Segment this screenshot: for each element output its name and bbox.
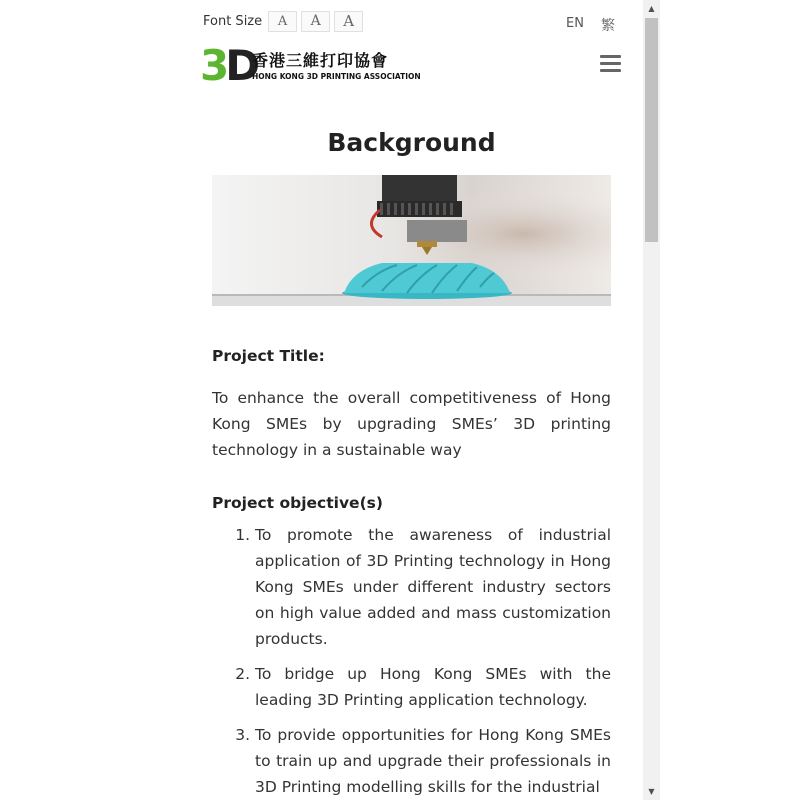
association-logo[interactable] (200, 40, 421, 92)
project-title-text: To enhance the overall competitiveness of Hong Kong SMEs by upgrading SMEs’ 3D printing technology in a sustainable way (212, 389, 611, 459)
language-english-link[interactable]: EN (566, 16, 584, 31)
logo-name-chinese: 香港三維打印協會 (252, 51, 389, 70)
scroll-down-arrow-icon[interactable]: ▼ (648, 787, 655, 796)
scroll-up-arrow-icon[interactable]: ▲ (648, 4, 655, 13)
hero-image-3d-printer (212, 175, 611, 306)
project-objectives-list (212, 522, 611, 800)
hamburger-menu-icon[interactable] (600, 55, 621, 73)
objective-item: 1. To promote the awareness of industrial application of 3D Printing technology in Hong Kong SMEs under different industry sectors on high value added and mass customization products. (255, 522, 611, 652)
scrollbar-thumb[interactable] (645, 18, 658, 242)
font-size-controls (203, 10, 367, 32)
project-title-heading: Project Title: (212, 347, 325, 365)
3d-printer-illustration (212, 175, 611, 306)
logo-name-english: HONG KONG 3D PRINTING ASSOCIATION (252, 72, 421, 81)
page-viewport (200, 0, 643, 800)
vertical-scrollbar[interactable] (643, 0, 660, 800)
objective-item: 2. To bridge up Hong Kong SMEs with the leading 3D Printing application technology. (255, 661, 611, 713)
project-objectives-heading: Project objective(s) (212, 494, 383, 512)
logo-3d-mark: 3D (200, 41, 257, 90)
objective-item: 3. To provide opportunities for Hong Kong SMEs to train up and upgrade their professionals in 3D Printing modelling skills for the industrial (255, 722, 611, 800)
font-size-small-button[interactable]: A (268, 11, 297, 32)
font-size-large-button[interactable]: A (334, 11, 363, 32)
language-traditional-chinese-link[interactable]: 繁 (601, 18, 615, 34)
page-title: Background (327, 128, 496, 157)
font-size-medium-button[interactable]: A (301, 11, 330, 32)
font-size-label: Font Size (203, 13, 263, 29)
